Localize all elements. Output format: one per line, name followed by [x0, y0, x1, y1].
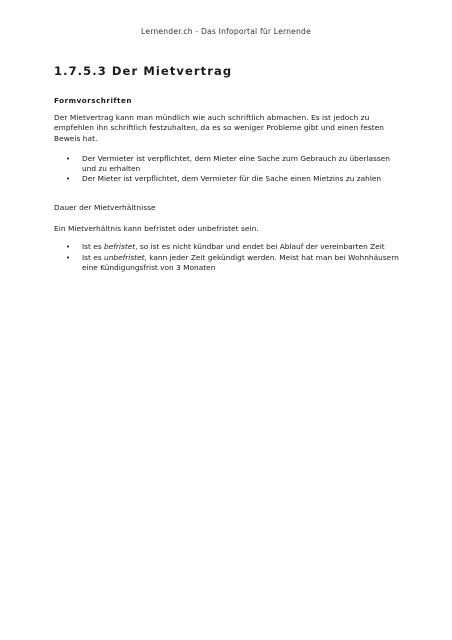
list-item-text: Der Mieter ist verpflichtet, dem Vermieter für die Sache einen Mietzins zu zahlen [82, 174, 382, 184]
section-title: 1.7.5.3 Der Mietvertrag [54, 64, 233, 78]
list-item [54, 154, 399, 175]
list-item [54, 242, 399, 252]
bullet-list-duration [54, 242, 399, 273]
list-item-emphasis: befristet [104, 242, 136, 252]
list-item-suffix: , so ist es nicht kündbar und endet bei Ablauf der vereinbarten Zeit [135, 242, 385, 252]
list-item [54, 174, 399, 184]
bullet-icon: • [66, 253, 71, 262]
list-item-text: Der Vermieter ist verpflichtet, dem Mieter eine Sache zum Gebrauch zu überlassen und zu erhalten [82, 153, 390, 174]
document-body [54, 64, 399, 273]
list-item-emphasis: unbefristet [104, 252, 145, 262]
list-item-prefix: Ist es [82, 242, 105, 252]
label-dauer: Dauer der Mietverhältnisse [54, 202, 156, 212]
bullet-list-obligations [54, 154, 399, 185]
list-item-suffix: , kann jeder Zeit gekündigt werden. Meist hat man bei Wohnhäusern eine Kündigungsfrist von 3 Monaten [82, 252, 399, 272]
bullet-icon: • [66, 243, 71, 252]
subheading-formvorschriften: Formvorschriften [54, 96, 132, 105]
paragraph-formvorschriften: Der Mietvertrag kann man mündlich wie auch schriftlich abmachen. Es ist jedoch zu empfehlen ihn schriftlich festzuhalten, da es so weniger Probleme gibt und einen festen Beweis hat. [54, 113, 385, 143]
running-header: Lernender.ch - Das Infoportal für Lernende [141, 27, 311, 36]
bullet-icon: • [66, 175, 71, 184]
bullet-icon: • [66, 154, 71, 163]
list-item-prefix: Ist es [82, 252, 105, 262]
list-item [54, 253, 399, 274]
paragraph-dauer: Ein Mietverhältnis kann befristet oder unbefristet sein. [54, 224, 259, 234]
